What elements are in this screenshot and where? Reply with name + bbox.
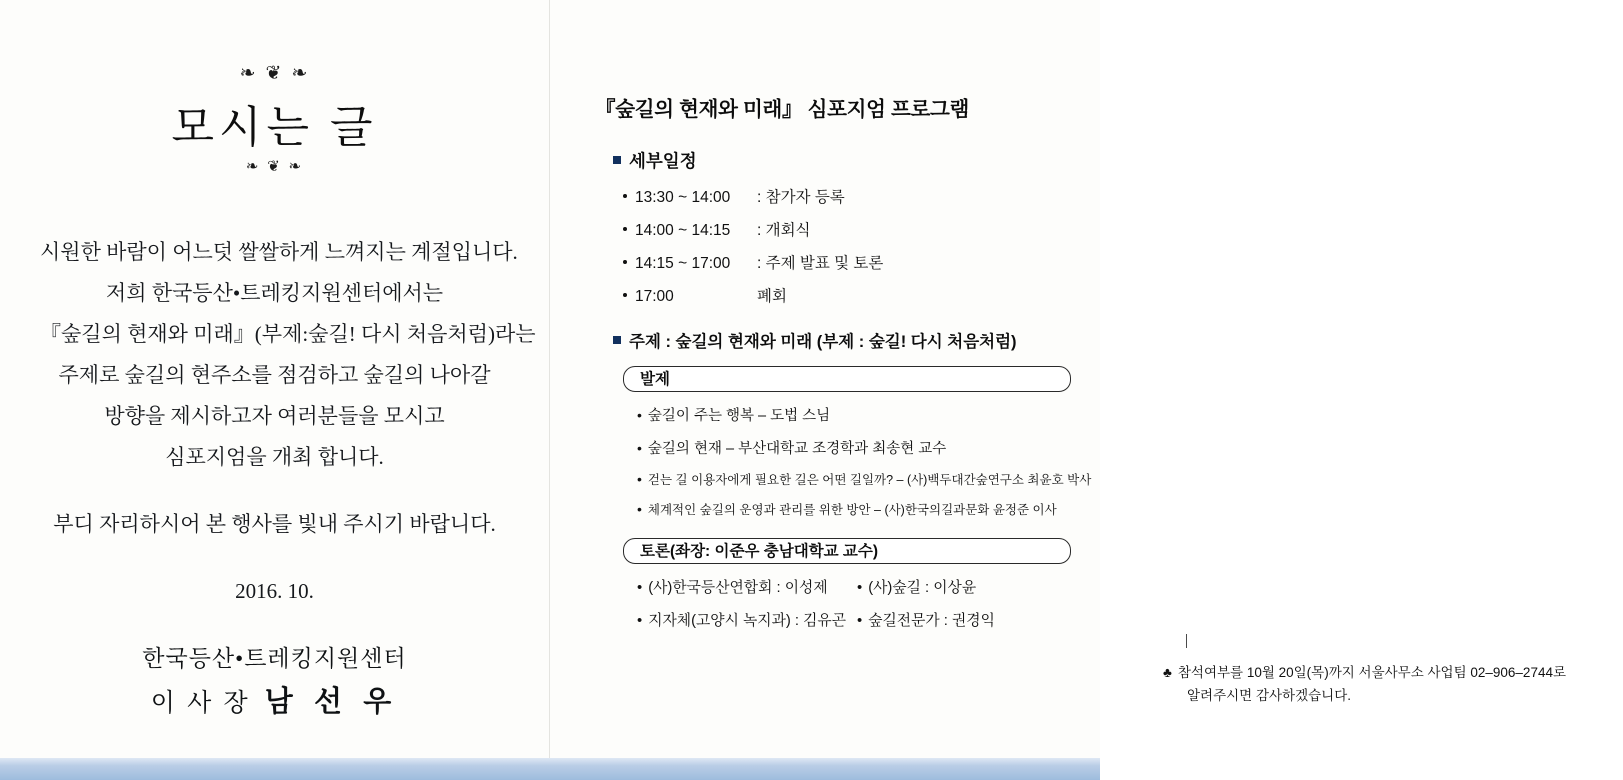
divider-tick xyxy=(1186,634,1187,648)
invitation-title: 모시는 글 xyxy=(171,103,378,152)
invitation-date: 2016. 10. xyxy=(235,578,314,603)
signer-title: 이 사 장 xyxy=(150,690,251,717)
schedule-label: 폐회 xyxy=(757,288,787,305)
panelist-row xyxy=(637,609,1100,630)
invitation-body-line: 『숲길의 현재와 미래』(부제:숲길! 다시 처음처럼)라는 xyxy=(40,321,536,346)
panelist-entry: • (사)숲길 : 이상윤 xyxy=(857,576,976,597)
bottom-color-band xyxy=(0,758,1100,780)
invitation-body-line: 시원한 바람이 어느덧 쌀쌀하게 느껴지는 계절입니다. xyxy=(40,240,518,264)
schedule-row xyxy=(623,251,1100,273)
footnote xyxy=(1163,662,1623,708)
discussion-section-label: 토론(좌장: 이준우 충남대학교 교수) xyxy=(623,538,1071,564)
invitation-body-line: 방향을 제시하고자 여러분들을 모시고 xyxy=(104,403,445,428)
signer-line xyxy=(0,679,549,720)
right-page xyxy=(551,0,1567,780)
club-symbol-icon: ♣ xyxy=(1163,665,1172,680)
square-bullet-icon xyxy=(613,156,621,164)
presentation-list xyxy=(637,404,1100,518)
dot-bullet-icon xyxy=(623,194,627,198)
schedule-time: 14:00 ~ 14:15 xyxy=(635,222,731,239)
schedule-time: 13:30 ~ 14:00 xyxy=(635,189,731,206)
schedule-list xyxy=(623,185,1100,306)
topic-heading-label: 주제 : 숲길의 현재와 미래 (부제 : 숲길! 다시 처음처럼) xyxy=(629,333,1017,351)
schedule-time: 14:15 ~ 17:00 xyxy=(635,255,731,272)
signature-block xyxy=(0,640,549,720)
schedule-label: : 참가자 등록 xyxy=(757,189,845,206)
panelist-entry: • 숲길전문가 : 권경익 xyxy=(857,609,995,630)
schedule-row xyxy=(623,284,1100,306)
left-page xyxy=(0,0,549,780)
card-fold-line xyxy=(549,0,550,780)
footnote-text-1: 참석여부를 10월 20일(목)까지 서울사무소 사업팀 02–906–2744로 xyxy=(1177,665,1567,680)
presentation-item: • 숲길이 주는 행복 – 도법 스님 xyxy=(637,404,1100,425)
topic-heading xyxy=(613,328,1100,352)
invitation-closing-line: 부디 자리하시어 본 행사를 빛내 주시기 바랍니다. xyxy=(53,511,496,536)
presentation-item: • 체계적인 숲길의 운영과 관리를 위한 방안 – (사)한국의길과문화 윤정준 이사 xyxy=(637,500,1100,518)
schedule-row xyxy=(623,185,1100,207)
panelist-entry: • 지자체(고양시 녹지과) : 김유곤 xyxy=(637,609,857,630)
dot-bullet-icon xyxy=(623,227,627,231)
program-title: 『숲길의 현재와 미래』 심포지엄 프로그램 xyxy=(595,98,970,121)
invitation-body-line: 저희 한국등산•트레킹지원센터에서는 xyxy=(105,280,444,305)
schedule-label: : 주제 발표 및 토론 xyxy=(757,255,884,272)
schedule-label: : 개회식 xyxy=(757,222,811,239)
panelist-row xyxy=(637,576,1100,597)
presentation-item: • 걷는 길 이용자에게 필요한 길은 어떤 길일까? – (사)백두대간숲연구소 최윤호 박사 xyxy=(637,470,1100,488)
schedule-row xyxy=(623,218,1100,240)
invitation-body xyxy=(0,232,549,545)
body-spacer xyxy=(40,478,509,504)
footnote-text-2: 알려주시면 감사하겠습니다. xyxy=(1187,687,1351,703)
signer-name: 남 선 우 xyxy=(264,686,399,718)
invitation-body-line: 주제로 숲길의 현주소를 점검하고 숲길의 나아갈 xyxy=(58,362,491,387)
schedule-heading-label: 세부일정 xyxy=(629,151,697,171)
square-bullet-icon xyxy=(613,336,621,344)
dot-bullet-icon xyxy=(623,260,627,264)
presentation-section-label: 발제 xyxy=(623,366,1071,392)
ornament-top: ❧ ❦ ❧ xyxy=(239,62,310,84)
invitation-body-line: 심포지엄을 개최 합니다. xyxy=(165,444,384,469)
footnote-line-1 xyxy=(1163,662,1623,685)
schedule-heading xyxy=(613,148,1100,173)
dot-bullet-icon xyxy=(623,293,627,297)
schedule-time: 17:00 xyxy=(635,288,674,305)
panelist-entry: • (사)한국등산연합회 : 이성제 xyxy=(637,576,857,597)
ornament-bottom: ❧ ❦ ❧ xyxy=(245,157,304,175)
presentation-item: • 숲길의 현재 – 부산대학교 조경학과 최송현 교수 xyxy=(637,437,1100,458)
organization-name: 한국등산•트레킹지원센터 xyxy=(142,646,407,671)
